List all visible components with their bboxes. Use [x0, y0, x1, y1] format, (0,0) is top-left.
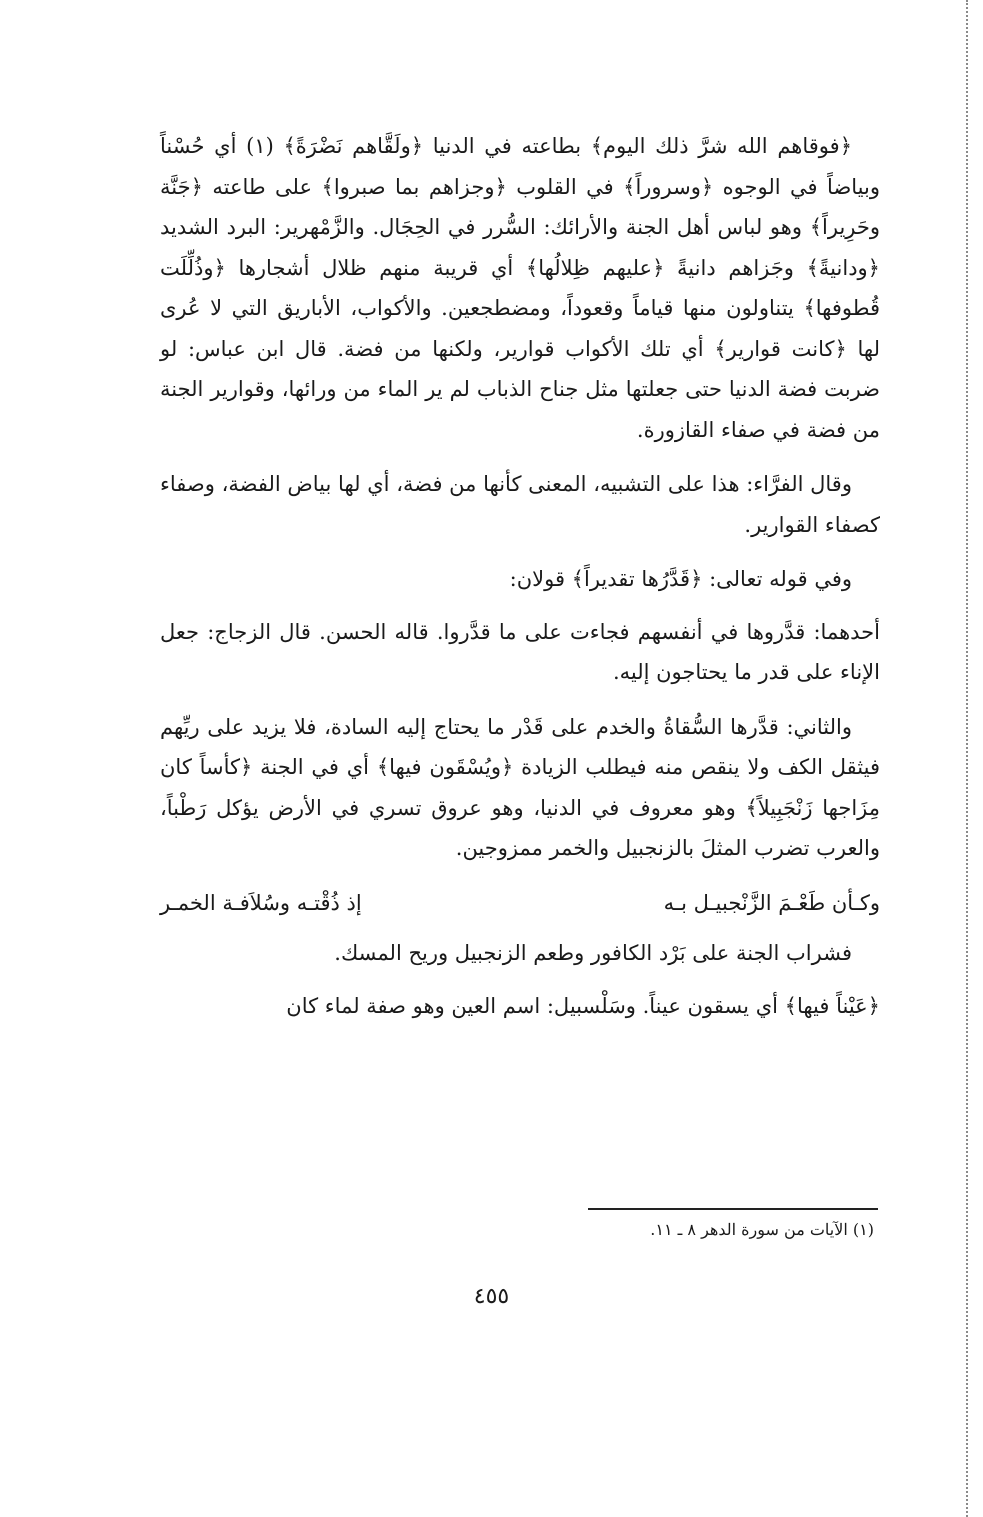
paragraph-2: وقال الفرَّاء: هذا على التشبيه، المعنى كأنها من فضة، أي لها بياض الفضة، وصفاء كصفاء القوارير.: [160, 472, 880, 537]
paragraph-6: فشراب الجنة على بَرْد الكافور وطعم الزنجبيل وريح المسك.: [334, 941, 852, 965]
paragraph-5: والثاني: قدَّرها السُّقاةُ والخدم على قَدْر ما يحتاج إليه السادة، فلا يزيد على ريِّهم فيثقل الكف ولا ينقص منه فيطلب الزيادة ﴿ويُسْقَون فيها﴾ أي في الجنة ﴿كأساً كان مِزَاجها زَنْجَبِيلاً﴾ وهو معروف في الدنيا، وهو عروق تسري في الأرض يؤكل رَطْباً، والعرب تضرب المثلَ بالزنجبيل والخمر ممزوجين.: [160, 714, 880, 860]
footnote-divider: [588, 1208, 878, 1210]
footnote: (١) الآيات من سورة الدهر ٨ ـ ١١.: [650, 1220, 874, 1239]
paragraph-7: ﴿عَيْناً فيها﴾ أي يسقون عيناً. وسَلْسبيل: اسم العين وهو صفة لماء كان: [286, 993, 880, 1018]
verse-hemistich-1: وكـأن طَعْـمَ الزَّنْجبيـل بـه: [663, 890, 880, 915]
poetry-verse: [160, 883, 880, 924]
page-number: ٤٥٥: [473, 1284, 510, 1309]
paragraph-3: وفي قوله تعالى: ﴿قَدَّرُها تقديراً﴾ قولان:: [509, 567, 852, 591]
verse-hemistich-2: إذ ذُقْتـه وسُلاَفـة الخمـر: [160, 890, 362, 915]
paragraph-4: أحدهما: قدَّروها في أنفسهم فجاءت على ما قدَّروا. قاله الحسن. قال الزجاج: جعل الإناء على قدر ما يحتاجون إليه.: [160, 619, 880, 684]
paragraph-1: ﴿فوقاهم الله شرَّ ذلك اليوم﴾ بطاعته في الدنيا ﴿ولَقَّاهم نَضْرَةً﴾ (١) أي حُسْناً وبياضاً في الوجوه ﴿وسروراً﴾ في القلوب ﴿وجزاهم بما صبروا﴾ على طاعته ﴿جَنَّة وحَرِيراً﴾ وهو لباس أهل الجنة والأرائك: السُّرر في الحِجَال. والزَّمْهرير: البرد الشديد ﴿ودانيةً﴾ وجَزاهم دانيةً ﴿عليهم ظِلالُها﴾ أي قريبة منهم ظلال أشجارها ﴿وذُلِّلَت قُطوفها﴾ يتناولون منها قياماً وقعوداً، ومضطجعين. والأكواب، الأباريق التي لا عُرى لها ﴿كانت قوارير﴾ أي تلك الأكواب قوارير، ولكنها من فضة. قال ابن عباس: لو ضربت فضة الدنيا حتى جعلتها مثل جناح الذباب لم ير الماء من ورائها، وقوارير الجنة من فضة في صفاء القازورة.: [160, 134, 880, 442]
main-text: [160, 126, 880, 1040]
